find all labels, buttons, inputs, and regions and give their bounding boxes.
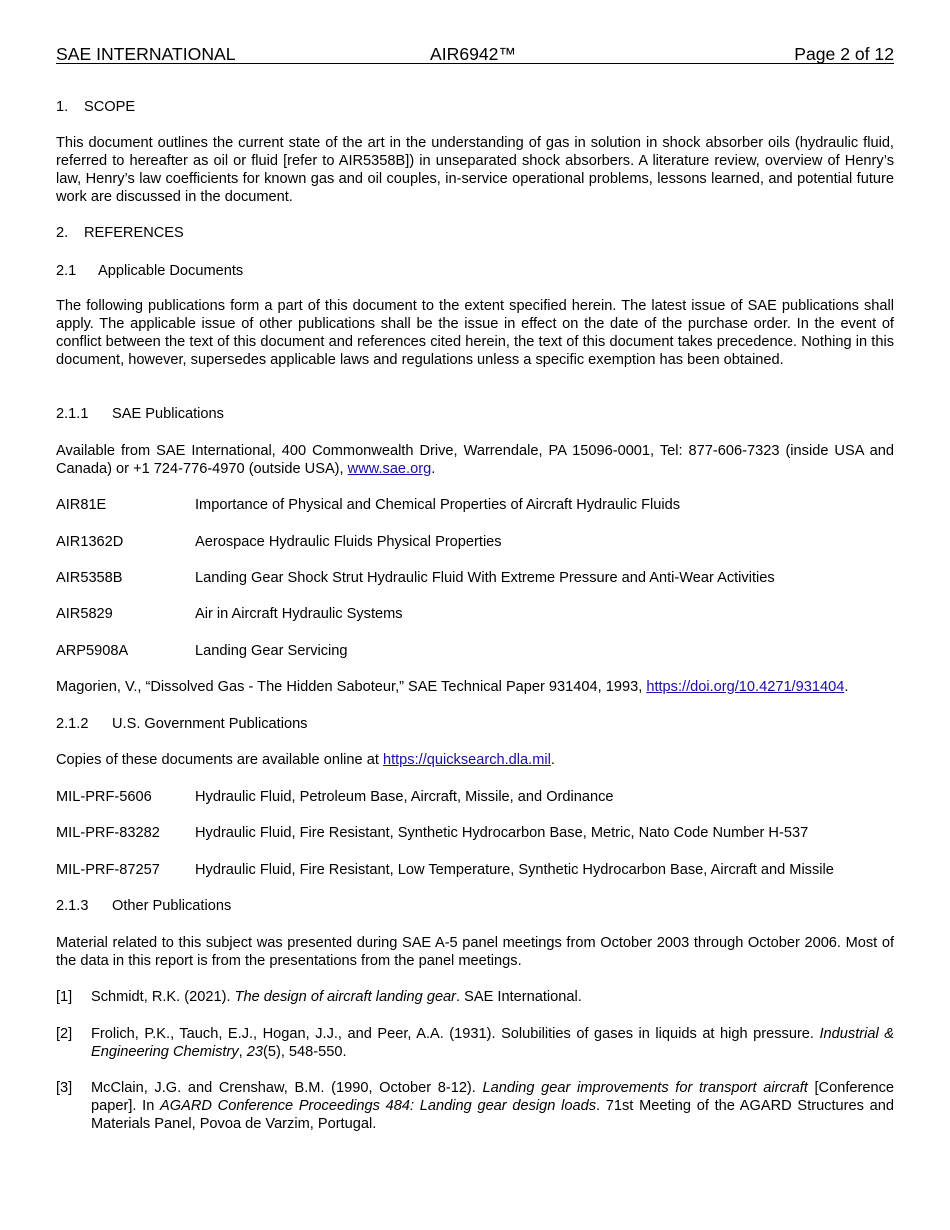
section-2-1-3-body: Material related to this subject was presented during SAE A-5 panel meetings from October 2003 through October 2006. Most of the data in this report is from the presentations from the panel meetings. (56, 935, 894, 969)
doc-title: Aerospace Hydraulic Fluids Physical Properties (195, 534, 502, 550)
document-page: SAE INTERNATIONAL AIR6942™ Page 2 of 12 1. SCOPE This document outlines the current state of the art in the understanding of gas in solution in shock absorber oils (hydraulic fluid, referred to hereafter as oil or fluid [refer to AIR5358B]) in unseparated shock absorbers. A literature review, overview of Henry’s law, Henry’s law coefficients for known gas and oil couples, in-service operational problems, lessons learned, and potential future work are discussed in the document. 2. REFERENCES 2.1 Applicable Documents The following publications form a part of this document to the extent specified herein. The latest issue of SAE publications shall apply. The applicable issue of other publications shall be the issue in effect on the date of the purchase order. In the event of conflict between the text of this document and references cited herein, the text of this document takes precedence. Nothing in this document, however, supersedes applicable laws and regulations unless a specific exemption has been obtained. 2.1.1 SAE Publications Available from SAE International, 400 Commonwealth Drive, Warrendale, PA 15096-0001, Tel: 877-606-7323 (inside USA and Canada) or +1 724-776-4970 (outside USA), www.sae.org. AIR81E Importance of Physical and Chemical Properties of Aircraft Hydraulic Fluids AIR1362D Aerospace Hydraulic Fluids Physical Properties AIR5358B Landing Gear Shock Strut Hydraulic Fluid With Extreme Pressure and Anti-Wear Activities AIR5829 Air in Aircraft Hydraulic Systems ARP5908A Landing Gear Servicing Magorien, V., “Dissolved Gas - The Hidden Saboteur,” SAE Technical Paper 931404, 1993, https://doi.org/10.4271/931404. 2.1.2 U.S. Government Publications Copies of these documents are available online at https://quicksearch.dla.mil. MIL-PRF-5606 Hydraulic Fluid, Petroleum Base, Aircraft, Missile, and Ordinance MIL-PRF-83282 Hydraulic Fluid, Fire Resistant, Synthetic Hydrocarbon Base, Metric, Nato Code Number H-537 MIL-PRF-87257 Hydraulic Fluid, Fire Resistant, Low Temperature, Synthetic Hydrocarbon Base, Aircraft and Missile 2.1.3 Other Publications Material related to this subject was presented during SAE A-5 panel meetings from October 2003 through October 2006. Most of the data in this report is from the presentations from the panel meetings. [1] Schmidt, R.K. (2021). The design of aircraft landing gear. SAE International. [2] Frolich, P.K., Tauch, E.J., Hogan, J.J., and Peer, A.A. (1931). Solubilities of gases in liquids at high pressure. Industrial & Engineering Chemistry, 23(5), 548-550. [3] McClain, J.G. and Crenshaw, B.M. (1990, October 8-12). Landing gear improvements for transport aircraft [Conference paper]. In AGARD Conference Proceedings 484: Landing gear design loads. 71st Meeting of the AGARD Structures and Materials Panel, Povoa de Varzim, Portugal. (56, 40, 894, 64)
doc-code: ARP5908A (56, 643, 129, 659)
section-2-heading: 2. REFERENCES (56, 225, 184, 241)
doc-title: Landing Gear Shock Strut Hydraulic Fluid With Extreme Pressure and Anti-Wear Activities (195, 570, 775, 586)
doc-title: Hydraulic Fluid, Fire Resistant, Synthetic Hydrocarbon Base, Metric, Nato Code Number H-537 (195, 825, 809, 841)
section-2-1-1-heading: 2.1.1 SAE Publications (56, 406, 224, 422)
section-2-1-2-body: Copies of these documents are available online at https://quicksearch.dla.mil. (56, 752, 555, 768)
section-1-body: This document outlines the current state of the art in the understanding of gas in solution in shock absorber oils (hydraulic fluid, referred to hereafter as oil or fluid [refer to AIR5358B]) in unseparated shock absorbers. A literature review, overview of Henry’s law, Henry’s law coefficients for known gas and oil couples, in-service operational problems, lessons learned, and potential future work are discussed in the document. (56, 135, 894, 205)
section-1-heading: 1. SCOPE (56, 99, 136, 115)
sae-website-link[interactable]: www.sae.org (347, 461, 432, 477)
doc-code: AIR5358B (56, 570, 123, 586)
doc-code: MIL-PRF-83282 (56, 825, 160, 841)
doc-code: MIL-PRF-87257 (56, 862, 160, 878)
doc-code: AIR81E (56, 497, 107, 513)
magorien-reference: Magorien, V., “Dissolved Gas - The Hidden Saboteur,” SAE Technical Paper 931404, 1993, https://doi.org/10.4271/931404. (56, 679, 849, 695)
doc-title: Hydraulic Fluid, Petroleum Base, Aircraft, Missile, and Ordinance (195, 789, 614, 805)
doc-title: Importance of Physical and Chemical Properties of Aircraft Hydraulic Fluids (195, 497, 681, 513)
doc-code: AIR1362D (56, 534, 124, 550)
quicksearch-link[interactable]: https://quicksearch.dla.mil (382, 752, 551, 768)
header-document-number: AIR6942™ (430, 44, 517, 64)
doc-title: Hydraulic Fluid, Fire Resistant, Low Temperature, Synthetic Hydrocarbon Base, Aircraft and Missile (195, 862, 834, 878)
section-2-1-heading: 2.1 Applicable Documents (56, 263, 244, 279)
doc-code: MIL-PRF-5606 (56, 789, 152, 805)
header-organization: SAE INTERNATIONAL (56, 44, 236, 64)
header-page-number: Page 2 of 12 (794, 44, 894, 64)
doc-title: Landing Gear Servicing (195, 643, 348, 659)
doc-title: Air in Aircraft Hydraulic Systems (195, 606, 403, 622)
section-2-1-1-body: Available from SAE International, 400 Commonwealth Drive, Warrendale, PA 15096-0001, Tel: 877-606-7323 (inside USA and Canada) or +1 724-776-4970 (outside USA), www.sae.org. (56, 443, 894, 477)
doi-link[interactable]: https://doi.org/10.4271/931404 (646, 679, 845, 695)
section-2-1-2-heading: 2.1.2 U.S. Government Publications (56, 716, 308, 732)
section-2-1-body: The following publications form a part of this document to the extent specified herein. The latest issue of SAE publications shall apply. The applicable issue of other publications shall be the issue in effect on the date of the purchase order. In the event of conflict between the text of this document and references cited herein, the text of this document takes precedence. Nothing in this document, however, supersedes applicable laws and regulations unless a specific exemption has been obtained. (56, 298, 894, 368)
doc-code: AIR5829 (56, 606, 113, 622)
section-2-1-3-heading: 2.1.3 Other Publications (56, 898, 232, 914)
page-header (56, 40, 894, 64)
